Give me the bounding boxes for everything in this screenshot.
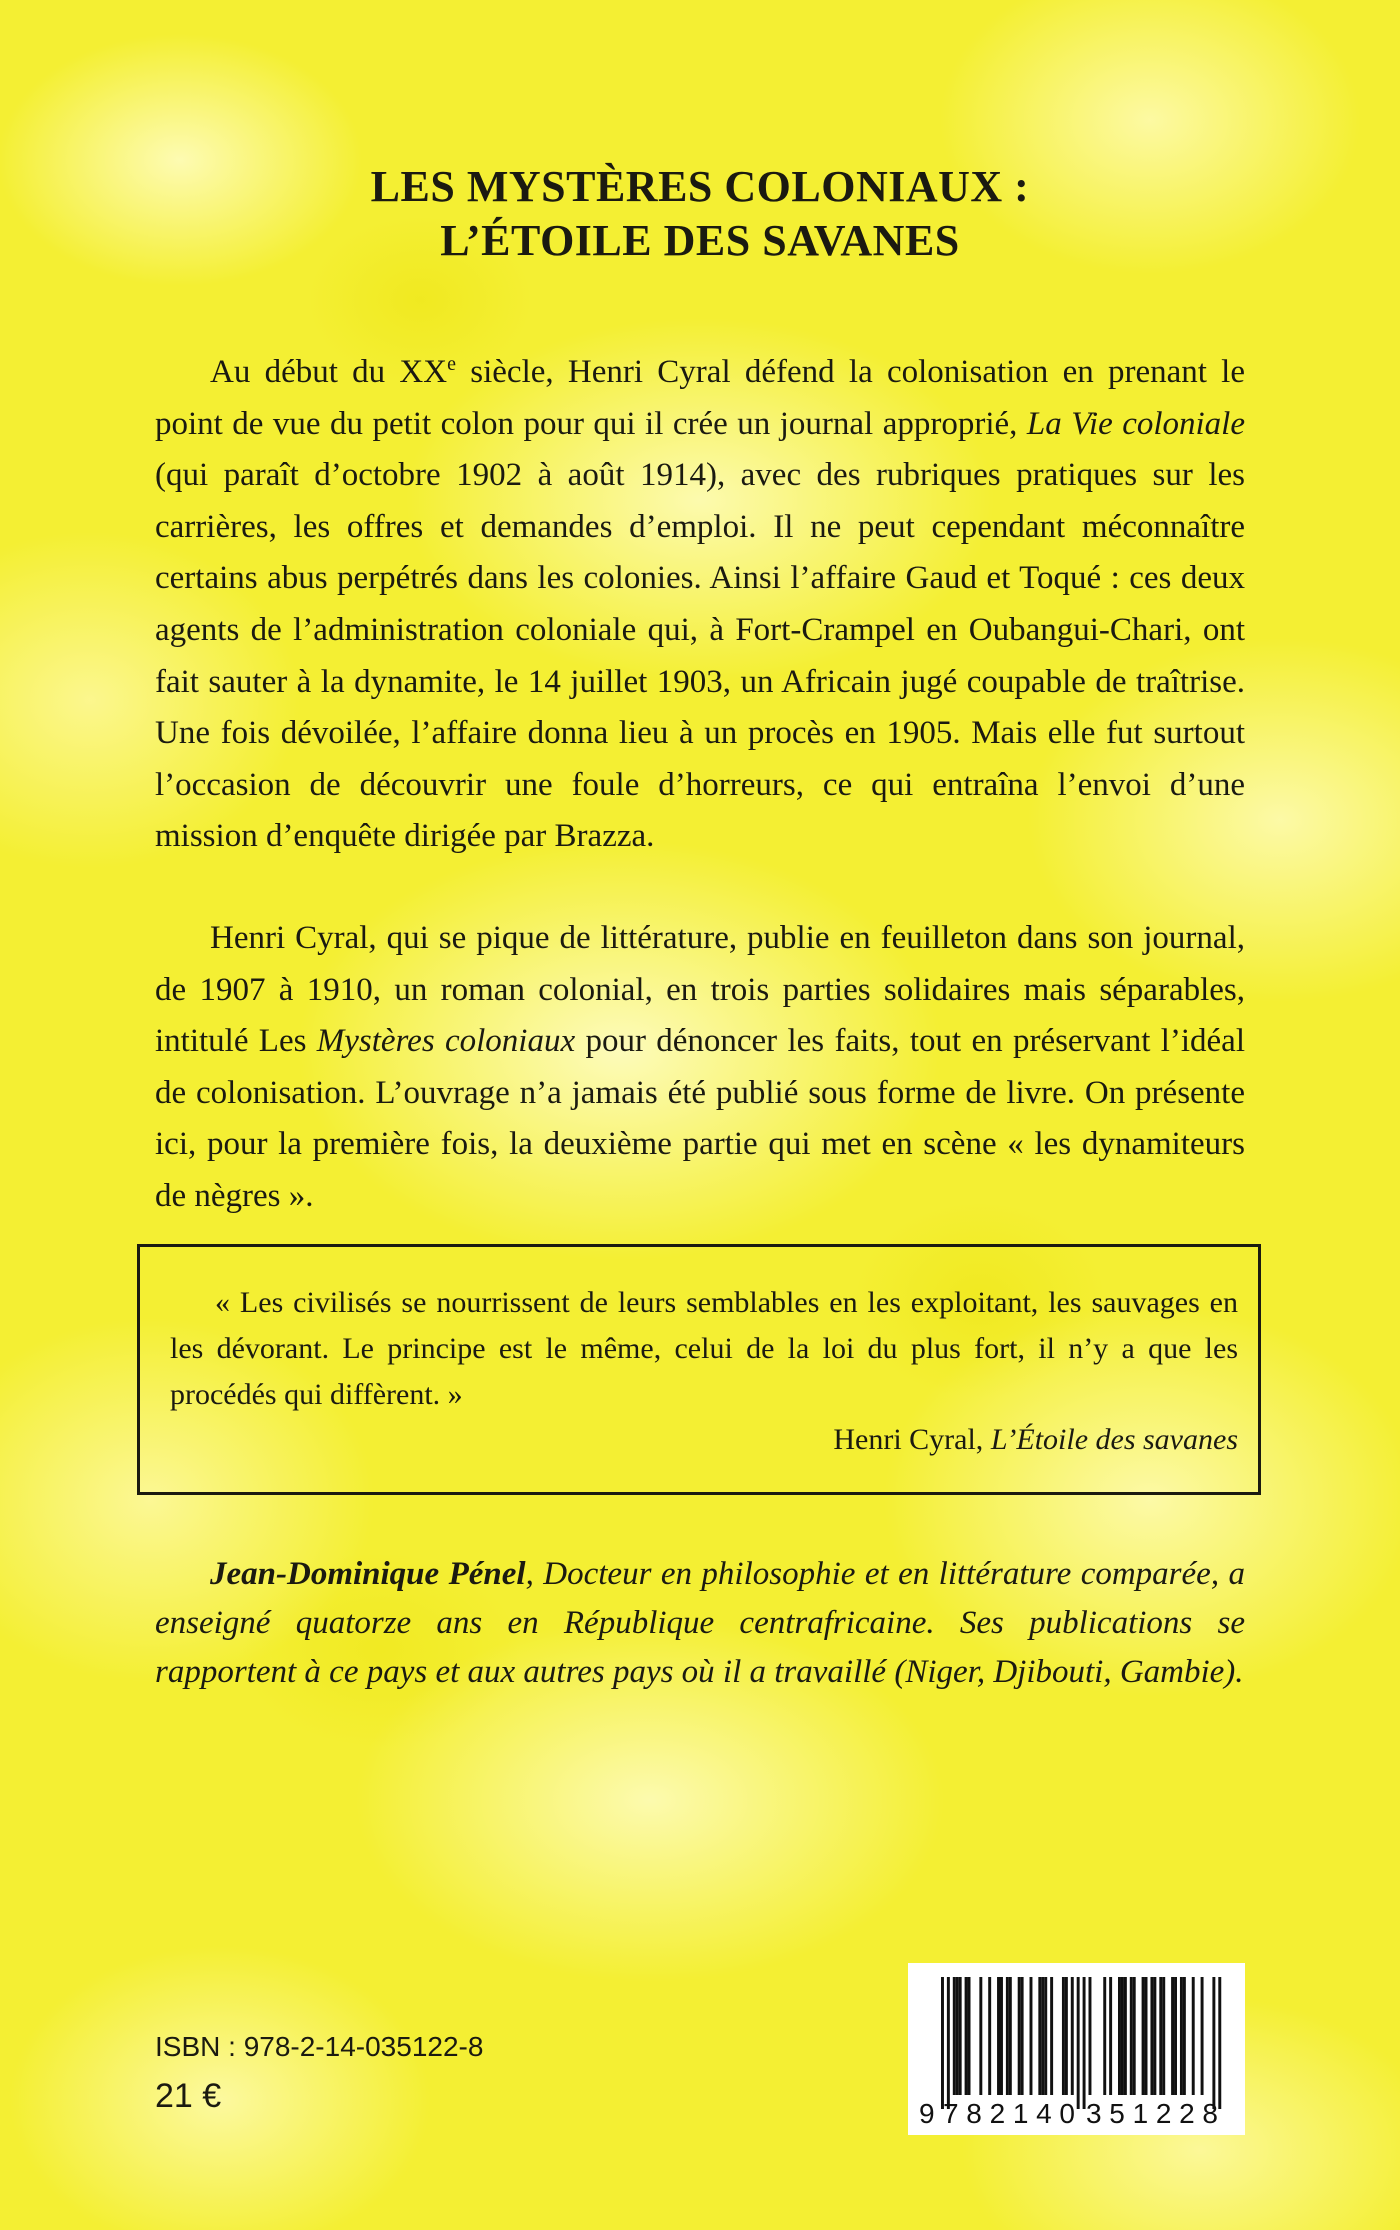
barcode-bar — [1089, 1977, 1092, 2095]
book-title-line-1: LES MYSTÈRES COLONIAUX : — [370, 162, 1030, 211]
para1-text-b: siècle, Henri Cyral défend la colonisation en prenant le point de vue du petit colon pour qui il crée un journal approprié, — [155, 354, 1245, 442]
barcode-bar — [1183, 1977, 1186, 2095]
barcode-graphic — [908, 1963, 1245, 2135]
barcode-bar — [968, 1977, 971, 2095]
barcode-bar — [1065, 1977, 1068, 2095]
barcode-bar — [1218, 1977, 1221, 2109]
barcode-bar — [1192, 1977, 1195, 2095]
barcode-bar — [1171, 1977, 1174, 2095]
book-title-line-2: L’ÉTOILE DES SAVANES — [440, 216, 960, 265]
barcode-bar — [1133, 1977, 1136, 2095]
barcode-bar — [1077, 1977, 1080, 2109]
barcode-bar — [997, 1977, 1000, 2095]
para2-text-b: pour dénoncer les faits, tout en préservant l’idéal de colonisation. L’ouvrage n’a jamais été publié sous forme de livre. On présente ici, pour la première fois, la deuxième partie qui met en scène « les dynamiteurs de nègres ». — [155, 1023, 1245, 1214]
barcode-bar — [1201, 1977, 1204, 2095]
barcode-bar — [1038, 1977, 1041, 2095]
barcode-bar — [1103, 1977, 1106, 2095]
barcode-bar — [1041, 1977, 1044, 2095]
barcode-bar — [1021, 1977, 1024, 2095]
barcode — [908, 1963, 1245, 2135]
barcode-bar — [1000, 1977, 1003, 2095]
barcode-bar — [1009, 1977, 1012, 2095]
summary-paragraph-2 — [155, 913, 1245, 1223]
barcode-bar — [1145, 1977, 1148, 2095]
barcode-bar — [1180, 1977, 1183, 2095]
quote-attribution — [833, 1417, 1238, 1463]
barcode-bar — [1018, 1977, 1021, 2095]
quote-author: Henri Cyral, — [833, 1423, 991, 1456]
barcode-bar — [941, 1977, 944, 2109]
barcode-right-digits: 351228 — [1086, 2098, 1218, 2129]
barcode-bars — [941, 1977, 1221, 2109]
journal-title: La Vie coloniale — [1026, 405, 1246, 442]
barcode-bar — [953, 1977, 956, 2095]
barcode-bar — [1044, 1977, 1047, 2095]
author-bio-text: , Docteur en philosophie et en littérature comparée, a enseigné quatorze ans en République centrafricaine. Ses publications se rapportent à ce pays et aux autres pays où il a travaillé (Niger, Djibouti, Gambie). — [155, 1556, 1246, 1690]
barcode-bar — [965, 1977, 968, 2095]
novel-title: Mystères coloniaux — [316, 1023, 576, 1060]
barcode-bar — [1142, 1977, 1145, 2095]
barcode-bar — [1124, 1977, 1127, 2095]
barcode-bar — [1062, 1977, 1065, 2095]
quote-work: L’Étoile des savanes — [990, 1423, 1238, 1456]
barcode-bar — [979, 1977, 982, 2095]
barcode-bar — [1174, 1977, 1177, 2095]
isbn: ISBN : 978-2-14-035122-8 — [155, 2031, 484, 2062]
barcode-bar — [1162, 1977, 1165, 2095]
barcode-bar — [1130, 1977, 1133, 2095]
book-title — [200, 160, 1200, 268]
barcode-bar — [1030, 1977, 1033, 2095]
barcode-bar — [1212, 1977, 1215, 2109]
barcode-left-digits: 782140 — [943, 2098, 1075, 2129]
barcode-bar — [1071, 1977, 1074, 2095]
price: 21 € — [155, 2077, 222, 2115]
barcode-bar — [1159, 1977, 1162, 2095]
para1-superscript: e — [447, 353, 456, 375]
barcode-bar — [1150, 1977, 1153, 2095]
barcode-bar — [1121, 1977, 1124, 2095]
barcode-bar — [956, 1977, 959, 2095]
barcode-bar — [1118, 1977, 1121, 2095]
barcode-bar — [1153, 1977, 1156, 2095]
para2-text-a: Henri Cyral, qui se pique de littérature, publie en feuilleton dans son journal, de 1907 à 1910, un roman colonial, en trois parties solidaires mais séparables, intitulé Les — [155, 920, 1245, 1060]
quote-text: « Les civilisés se nourrissent de leurs semblables en les exploitant, les sauvages en les dévorant. Le principe est le même, celui de la loi du plus fort, il n’y a que les procédés qui diffèrent. » — [170, 1286, 1238, 1411]
summary-paragraph-1 — [155, 347, 1245, 863]
barcode-bar — [988, 1977, 991, 2095]
barcode-bar — [1109, 1977, 1112, 2095]
para1-text-a: Au début du XX — [210, 354, 448, 390]
quote-box — [137, 1244, 1261, 1495]
barcode-bar — [1083, 1977, 1086, 2109]
barcode-bar — [1006, 1977, 1009, 2095]
barcode-bar — [959, 1977, 962, 2095]
author-name: Jean-Dominique Pénel — [210, 1556, 526, 1592]
author-bio — [155, 1550, 1245, 1697]
barcode-bar — [947, 1977, 950, 2109]
para1-text-c: (qui paraît d’octobre 1902 à août 1914), avec des rubriques pratiques sur les carrières, les offres et demandes d’emploi. Il ne peut cependant méconnaître certains abus perpétrés dans les colonies. Ainsi l’affaire Gaud et Toqué : ces deux agents de l’administration coloniale qui, à Fort-Crampel en Oubangui-Chari, ont fait sauter à la dynamite, le 14 juillet 1903, un Africain jugé coupable de traîtrise. Une fois dévoilée, l’affaire donna lieu à un procès en 1905. Mais elle fut surtout l’occasion de découvrir une foule d’horreurs, ce qui entraîna l’envoi d’une mission d’enquête dirigée par Brazza. — [155, 457, 1245, 855]
barcode-bar — [1050, 1977, 1053, 2095]
barcode-first-digit: 9 — [919, 2098, 935, 2129]
